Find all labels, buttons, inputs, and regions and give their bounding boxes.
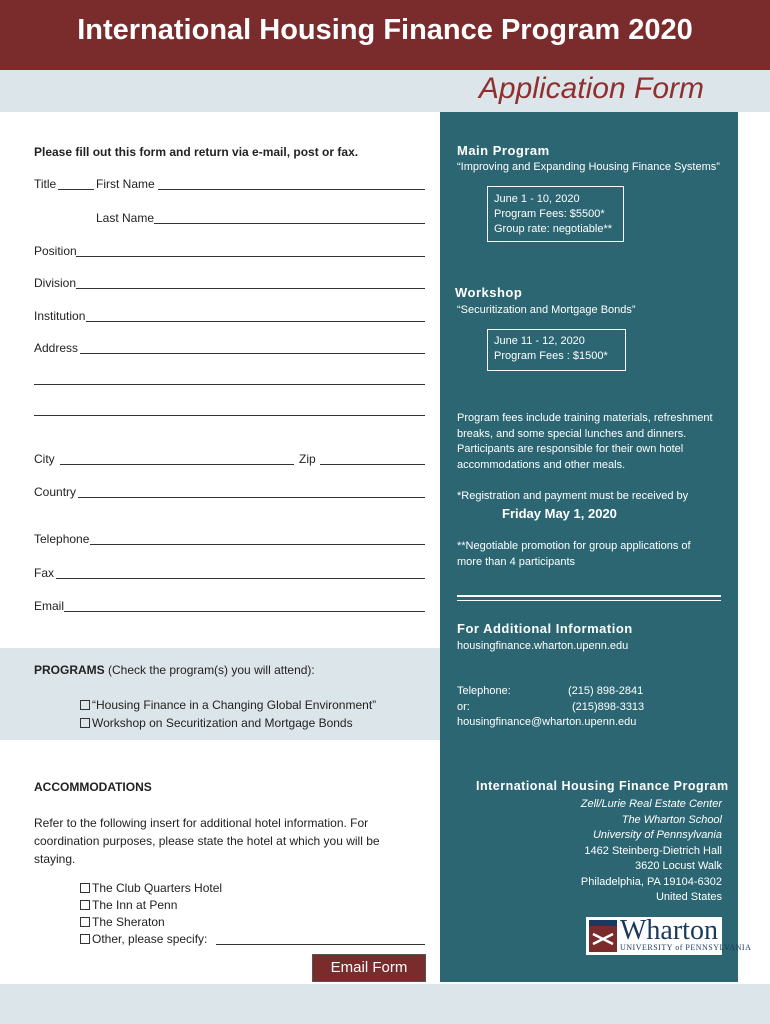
- page-subtitle: Application Form: [478, 72, 704, 105]
- city-field[interactable]: [60, 464, 294, 465]
- address-line: United States: [655, 891, 722, 903]
- address-line: The Wharton School: [621, 813, 722, 826]
- main-program-fees: Program Fees: $5500*: [494, 208, 605, 220]
- sidebar-divider-thin: [457, 600, 721, 601]
- accommodations-text-line: Refer to the following insert for additional hotel information. For: [34, 816, 369, 830]
- address-line: University of Pennsylvania: [592, 829, 722, 841]
- workshop-dates: June 11 - 12, 2020: [494, 335, 585, 347]
- first-name-field[interactable]: [158, 189, 425, 190]
- last-name-label: Last Name: [96, 211, 155, 225]
- address-line: 1462 Steinberg-Dietrich Hall: [584, 844, 722, 857]
- hotel-club-quarters-label: The Club Quarters Hotel: [92, 881, 223, 895]
- accommodations-text-line: coordination purposes, please state the hotel at which you will be: [34, 834, 380, 848]
- negotiable-note: [457, 539, 691, 570]
- form-instructions: Please fill out this form and return via e-mail, post or fax.: [34, 145, 359, 159]
- accommodations-text-line: staying.: [34, 852, 76, 866]
- main-program-group-rate: Group rate: negotiable**: [494, 223, 613, 235]
- registration-note: *Registration and payment must be received by: [457, 490, 689, 502]
- hotel-option-club-quarters[interactable]: [80, 881, 222, 895]
- programs-note: (Check the program(s) you will attend):: [108, 663, 315, 677]
- program-workshop-label: Workshop on Securitization and Mortgage Bonds: [92, 716, 353, 730]
- hotel-option-sheraton[interactable]: [80, 915, 165, 929]
- country-label: Country: [34, 485, 77, 499]
- fees-note-line: Program fees include training materials, refreshment: [457, 412, 713, 424]
- telephone-label: Telephone: [34, 532, 90, 546]
- accommodations-heading: ACCOMMODATIONS: [34, 780, 152, 794]
- institution-field[interactable]: [86, 321, 425, 322]
- registration-deadline: Friday May 1, 2020: [502, 506, 617, 521]
- hotel-inn-at-penn-checkbox[interactable]: [80, 900, 90, 910]
- fax-label: Fax: [34, 566, 55, 580]
- address-line: Philadelphia, PA 19104-6302: [580, 875, 722, 888]
- address-block: [440, 797, 722, 906]
- main-program-details: [494, 192, 612, 237]
- shield-graphic: [589, 920, 617, 952]
- contact-email[interactable]: housingfinance@wharton.upenn.edu: [457, 716, 637, 728]
- program-main-label: “Housing Finance in a Changing Global Environment”: [92, 698, 377, 712]
- workshop-heading: Workshop: [455, 285, 523, 300]
- fax-field[interactable]: [56, 578, 425, 579]
- email-form-button[interactable]: Email Form: [312, 954, 426, 982]
- sidebar-divider: [457, 595, 721, 597]
- hotel-option-inn-at-penn[interactable]: [80, 898, 177, 912]
- hotel-inn-at-penn-label: The Inn at Penn: [92, 898, 178, 912]
- email-field[interactable]: [64, 611, 425, 612]
- hotel-other-label: Other, please specify:: [92, 932, 208, 946]
- workshop-details: [494, 334, 608, 364]
- fees-note-line: breaks, and some special lunches and dinners.: [457, 427, 687, 440]
- zip-field[interactable]: [320, 464, 425, 465]
- negotiable-note-line: **Negotiable promotion for group applications of: [457, 540, 691, 552]
- hotel-other-field[interactable]: [216, 944, 425, 945]
- address-line: Zell/Lurie Real Estate Center: [580, 798, 722, 810]
- programs-heading: PROGRAMS: [34, 663, 105, 677]
- negotiable-note-line: more than 4 participants: [457, 555, 576, 568]
- shield-icon: [589, 920, 617, 952]
- institution-label: Institution: [34, 309, 86, 323]
- hotel-sheraton-checkbox[interactable]: [80, 917, 90, 927]
- first-name-label: First Name: [96, 177, 155, 191]
- main-program-dates: June 1 - 10, 2020: [494, 193, 580, 205]
- program-option-main[interactable]: [80, 698, 376, 712]
- address-field-2[interactable]: [34, 384, 425, 385]
- main-program-heading: Main Program: [457, 143, 550, 158]
- hotel-option-other[interactable]: [80, 932, 207, 946]
- accommodations-text: [34, 814, 380, 868]
- logo-wordmark: Wharton: [620, 915, 718, 946]
- email-label: Email: [34, 599, 65, 613]
- division-label: Division: [34, 276, 77, 290]
- hotel-sheraton-label: The Sheraton: [92, 915, 165, 929]
- main-program-subtitle: “Improving and Expanding Housing Finance Systems”: [457, 161, 720, 173]
- logo-subtitle: UNIVERSITY of PENNSYLVANIA: [620, 943, 752, 952]
- title-label: Title: [34, 177, 57, 191]
- contact-heading: For Additional Information: [457, 621, 633, 636]
- address-field-1[interactable]: [80, 353, 425, 354]
- position-field[interactable]: [76, 256, 425, 257]
- hotel-club-quarters-checkbox[interactable]: [80, 883, 90, 893]
- address-label: Address: [34, 341, 79, 355]
- page-title: International Housing Finance Program 2020: [77, 14, 693, 46]
- contact-telephone-label: Telephone:: [457, 685, 511, 697]
- last-name-field[interactable]: [154, 223, 425, 224]
- address-line: 3620 Locust Walk: [634, 860, 722, 872]
- division-field[interactable]: [76, 288, 425, 289]
- hotel-other-checkbox[interactable]: [80, 934, 90, 944]
- program-option-workshop[interactable]: [80, 716, 353, 730]
- program-workshop-checkbox[interactable]: [80, 718, 90, 728]
- workshop-subtitle: “Securitization and Mortgage Bonds”: [457, 304, 636, 316]
- address-field-3[interactable]: [34, 415, 425, 416]
- program-main-checkbox[interactable]: [80, 700, 90, 710]
- zip-label: Zip: [299, 452, 316, 466]
- city-label: City: [34, 452, 55, 466]
- programs-section: [34, 663, 315, 677]
- bottom-band: [0, 984, 770, 1024]
- fees-note: [457, 411, 713, 473]
- fees-note-line: Participants are responsible for their own hotel: [457, 443, 684, 455]
- title-field[interactable]: [58, 189, 94, 190]
- contact-telephone: (215) 898-2841: [568, 685, 644, 697]
- workshop-fees: Program Fees : $1500*: [494, 350, 608, 362]
- address-heading: International Housing Finance Program: [476, 779, 729, 793]
- contact-website[interactable]: housingfinance.wharton.upenn.edu: [457, 640, 629, 652]
- telephone-field[interactable]: [90, 544, 425, 545]
- contact-or-label: or:: [457, 701, 470, 713]
- position-label: Position: [34, 244, 77, 258]
- fees-note-line: accommodations and other meals.: [457, 458, 626, 471]
- contact-telephone-alt: (215)898-3313: [572, 701, 645, 713]
- country-field[interactable]: [78, 497, 425, 498]
